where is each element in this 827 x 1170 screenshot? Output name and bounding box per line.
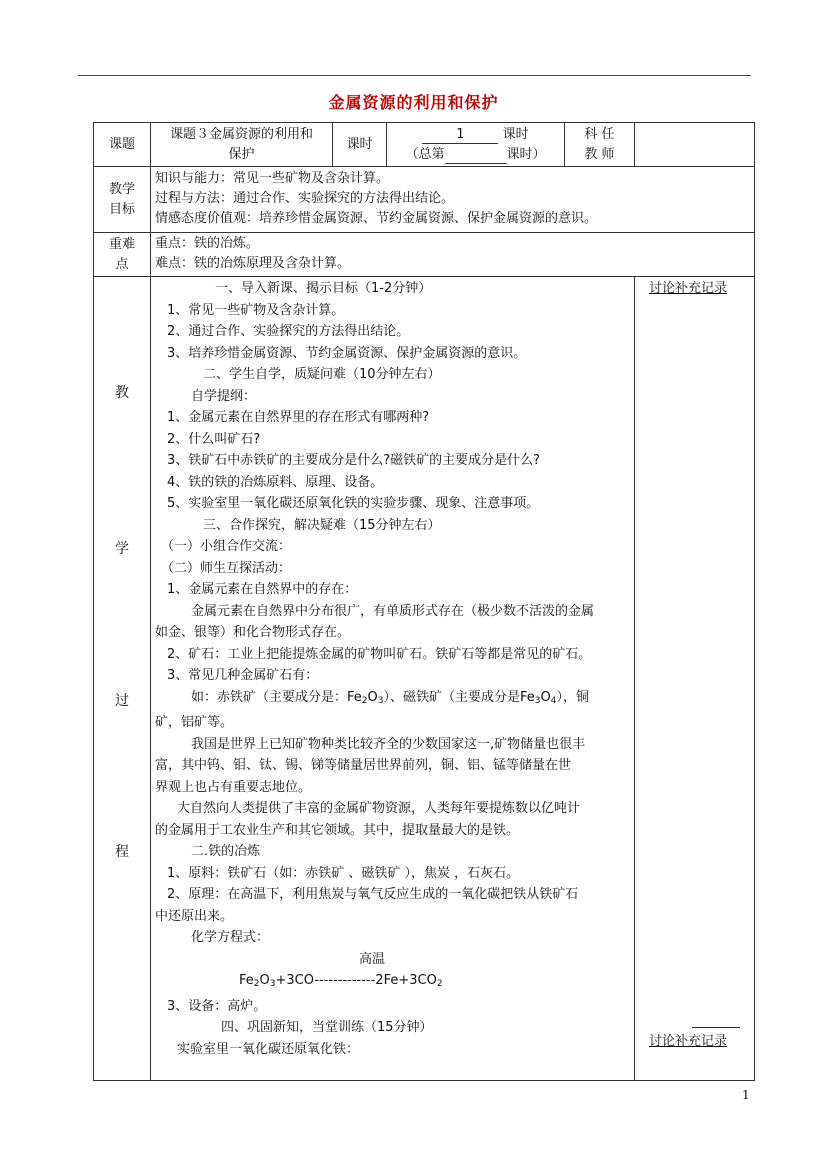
page-title: 金属资源的利用和保护 <box>328 93 499 112</box>
header-rule <box>78 75 751 76</box>
record-label-bottom: 讨论补充记录 <box>649 1034 728 1049</box>
paragraph: 1、金属元素在自然界中的存在： <box>167 582 358 597</box>
objectives-row <box>94 167 755 233</box>
process-row <box>94 277 755 1081</box>
equation-dashes: ------------- <box>314 973 376 988</box>
record-underline <box>692 1027 740 1028</box>
process-label <box>94 277 151 1081</box>
paragraph: 金属元素在自然界中分布很广，有单质形式存在（极少数不活泼的金属 <box>191 603 595 619</box>
equation-label: 化学方程式： <box>191 930 270 945</box>
formula-line: 如：赤铁矿（主要成分是：$Fe_2O_3$）、磁铁矿（主要成分是$Fe_3O_4$），铜 <box>191 689 589 706</box>
section-heading: 三、合作探究，解决疑难（15分钟左右） <box>203 517 441 533</box>
paragraph: 3、设备：高炉。 <box>167 998 267 1014</box>
process-label-char: 教 <box>115 385 129 401</box>
list-item: 2、通过合作、实验探究的方法得出结论。 <box>167 324 410 339</box>
keypoints-row <box>94 233 755 277</box>
section-heading: 二、学生自学，质疑问难（10分钟左右） <box>203 367 441 382</box>
keypoint-line: 难点：铁的冶炼原理及含杂计算。 <box>155 256 351 271</box>
objective-line: 过程与方法：通过合作、实验探究的方法得出结论。 <box>155 191 455 206</box>
period-count: 1 <box>422 127 498 144</box>
paragraph: 3、常见几种金属矿石有： <box>167 668 319 683</box>
process-content <box>151 277 635 1081</box>
list-item: 3、培养珍惜金属资源、节约金属资源、保护金属资源的意识。 <box>167 345 527 361</box>
outline-intro: 自学提纲： <box>191 388 257 404</box>
keypoints-content <box>151 233 755 277</box>
period-unit: 课时 <box>502 127 529 142</box>
paragraph: 中还原出来。 <box>155 908 234 924</box>
topic-value: 课题３金属资源的利用和 保护 <box>151 123 333 167</box>
keypoint-line: 重点：铁的冶炼。 <box>155 236 260 251</box>
list-item: 2、什么叫矿石? <box>167 431 261 447</box>
paragraph: 的金属用于工农业生产和其它领域。其中，提取量最大的是铁。 <box>155 822 520 838</box>
process-label-char: 学 <box>115 541 129 557</box>
objectives-label: 教学 目标 <box>94 167 151 233</box>
sub-heading: （一）小组合作交流： <box>161 539 292 554</box>
period-total-close: 课时） <box>506 147 546 162</box>
paragraph: 2、矿石：工业上把能提炼金属的矿物叫矿石。铁矿石等都是常见的矿石。 <box>167 646 592 662</box>
chemical-equation: $Fe_2O_3+3CO-------------2Fe+3CO_2$ <box>239 973 443 989</box>
page-number: 1 <box>742 1088 750 1102</box>
list-item: 3、铁矿石中赤铁矿的主要成分是什么?磁铁矿的主要成分是什么? <box>167 453 541 468</box>
section-heading: 四、巩固新知，当堂训练（15分钟） <box>221 1020 433 1035</box>
section-heading: 一、导入新课、揭示目标（1-2分钟） <box>215 281 432 296</box>
process-label-char: 过 <box>115 693 129 709</box>
record-column <box>635 277 755 1081</box>
lesson-plan-table <box>93 122 755 1081</box>
period-total-blank <box>445 147 507 164</box>
paragraph: 2、原理：在高温下，利用焦炭与氧气反应生成的一氧化碳把铁从铁矿石 <box>167 887 579 902</box>
list-item: 1、常见一些矿物及含杂计算。 <box>167 302 345 318</box>
paragraph: 大自然向人类提供了丰富的金属矿物资源，人类每年要提炼数以亿吨计 <box>177 801 581 816</box>
objectives-content <box>151 167 755 233</box>
process-label-char: 程 <box>115 844 129 860</box>
period-label: 课时 <box>333 123 387 167</box>
section-heading: 二.铁的冶炼 <box>191 844 261 859</box>
paragraph: 如金、银等）和化合物形式存在。 <box>155 625 351 640</box>
list-item: 1、金属元素在自然界里的存在形式有哪两种? <box>167 410 430 425</box>
equation-condition: 高温 <box>359 951 386 967</box>
teacher-label: 科 任 教 师 <box>565 123 635 167</box>
period-value <box>387 123 565 167</box>
paragraph: 1、原料：铁矿石（如：赤铁矿 、磁铁矿 ），焦炭 ，石灰石。 <box>167 865 520 881</box>
objective-line: 知识与能力：常见一些矿物及含杂计算。 <box>155 171 390 186</box>
teacher-value <box>635 123 755 167</box>
keypoints-label: 重难 点 <box>94 233 151 277</box>
objective-line: 情感态度价值观：培养珍惜金属资源、节约金属资源、保护金属资源的意识。 <box>155 211 598 226</box>
paragraph: 界观上也占有重要志地位。 <box>155 779 312 795</box>
paragraph: 我国是世界上已知矿物种类比较齐全的少数国家这一,矿物储量也很丰 <box>191 736 586 752</box>
topic-label: 课题 <box>94 123 151 167</box>
paragraph: 富，其中钨、钼、钛、锡、锑等储量居世界前列，铜、铝、锰等储量在世 <box>155 758 572 773</box>
header-row <box>94 123 755 167</box>
record-label-top: 讨论补充记录 <box>649 281 728 296</box>
paragraph: 实验室里一氧化碳还原氧化铁： <box>177 1041 360 1057</box>
period-total-open: （总第 <box>405 147 445 162</box>
paragraph: 矿，铝矿等。 <box>155 715 234 730</box>
sub-heading: （二）师生互探活动： <box>161 560 292 576</box>
list-item: 4、铁的铁的冶炼原料、原理、设备。 <box>167 474 384 490</box>
list-item: 5、实验室里一氧化碳还原氧化铁的实验步骤、现象、注意事项。 <box>167 496 540 511</box>
